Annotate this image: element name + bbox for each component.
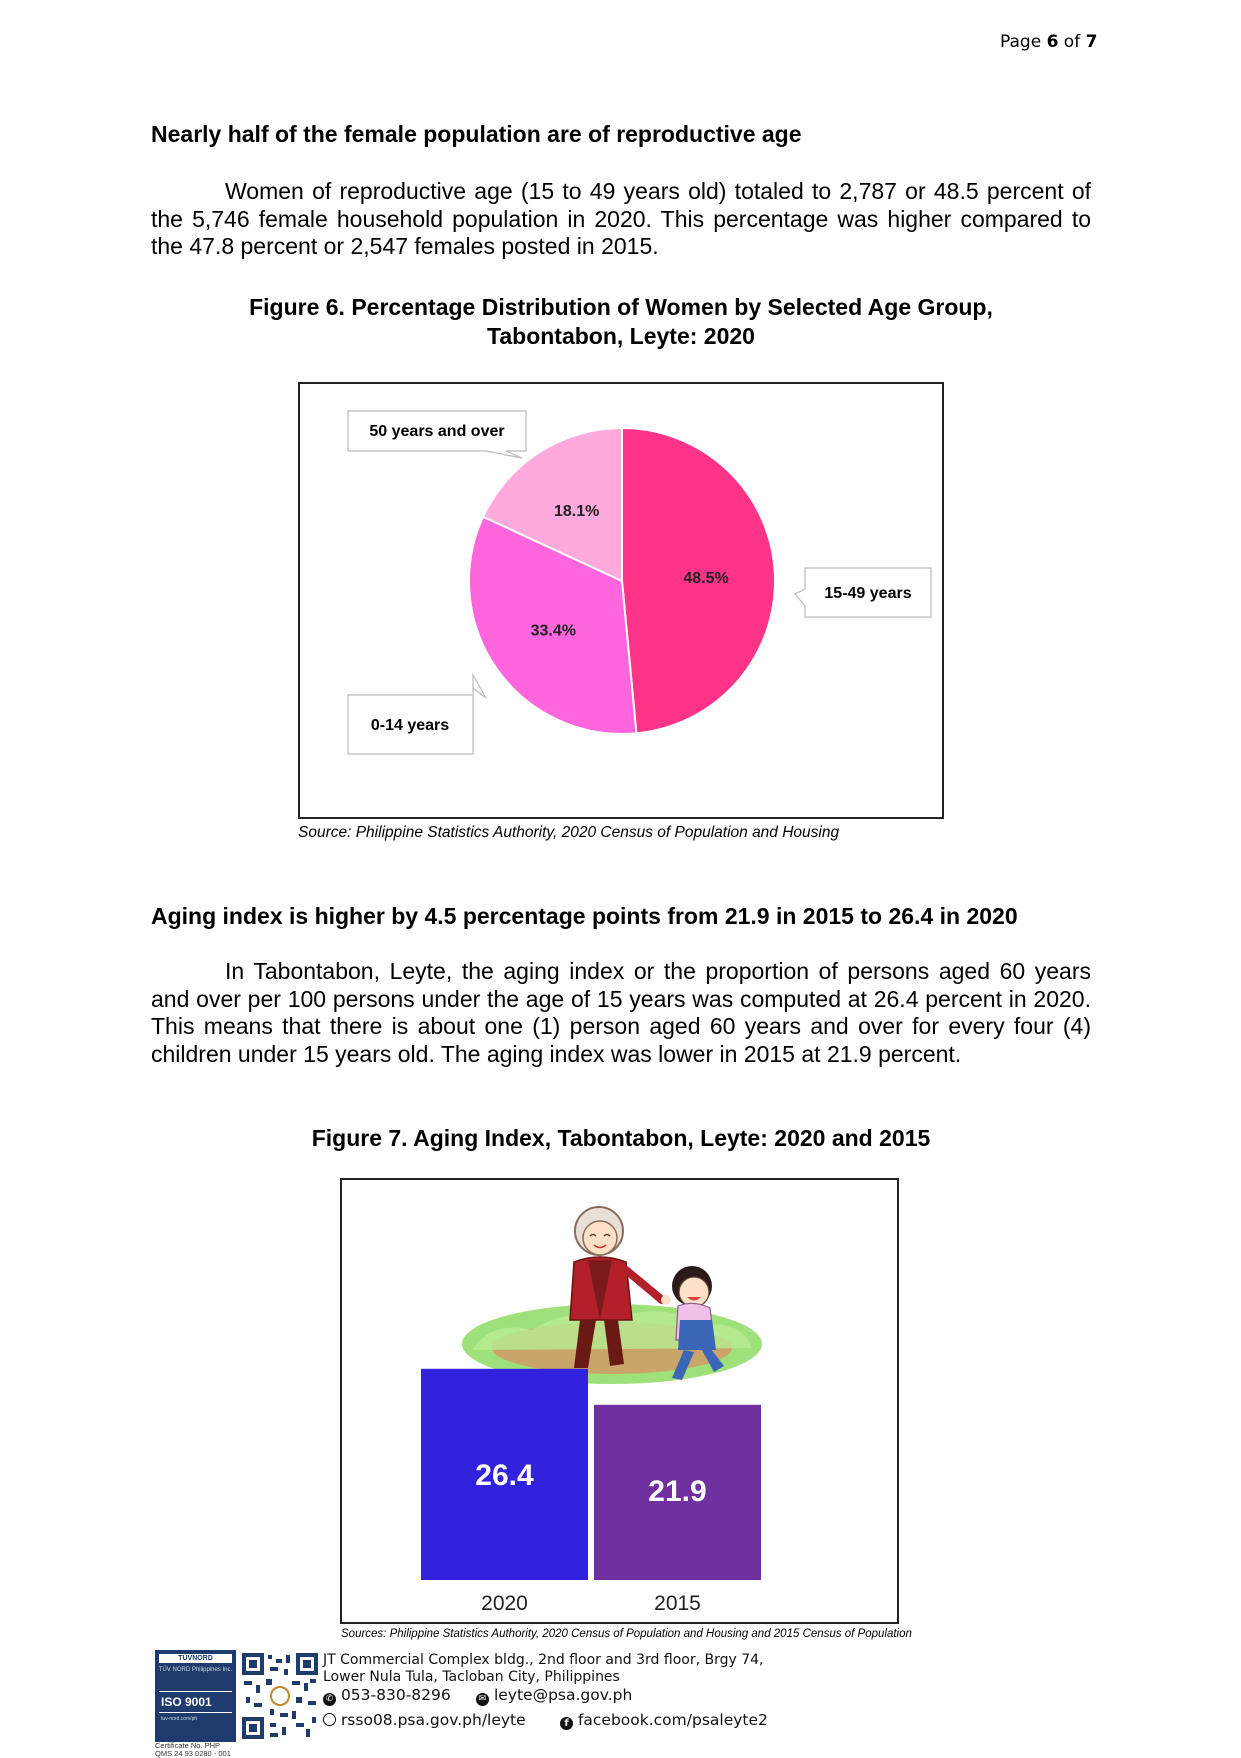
email-link[interactable]: leyte@psa.gov.ph [493,1686,633,1704]
email-icon: ✉ [476,1693,489,1706]
cert-number [155,1742,231,1758]
page-total: 7 [1085,32,1098,52]
cert-iso: ISO 9001 [159,1691,232,1713]
callout-0-14 [348,675,486,754]
globe-icon [323,1713,336,1726]
cert-small: tuv-nord.com/ph [161,1716,198,1722]
footer-address [323,1652,764,1686]
bar-chart [342,1180,897,1622]
page-number [1000,32,1097,52]
section2-heading: Aging index is higher by 4.5 percentage points from 21.9 in 2015 to 26.4 in 2020 [151,903,1018,929]
phone-icon: ✆ [323,1693,336,1706]
figure6-source: Source: Philippine Statistics Authority, 2020 Census of Population and Housing [298,824,840,841]
figure6-title-line1: Figure 6. Percentage Distribution of Women by Selected Age Group, [249,294,993,320]
section1-heading: Nearly half of the female population are of reproductive age [151,121,802,147]
address-line2: Lower Nula Tula, Tacloban City, Philippines [323,1669,620,1685]
section2-paragraph [151,958,1091,1068]
pie-chart [300,384,942,817]
section1-paragraph-text: Women of reproductive age (15 to 49 years old) totaled to 2,787 or 48.5 percent of the 5,746 female household population in 2020. This percentage was higher compared to the 47.8 percent or 2,547 females posted in 2015. [151,178,1091,259]
footer-website [323,1711,526,1729]
pie-value-label: 33.4% [530,622,576,640]
footer-phone [323,1686,451,1706]
callout-15-49-label: 15-49 years [824,585,912,602]
bar-value-label: 21.9 [648,1475,707,1509]
address-line1: JT Commercial Complex bldg., 2nd floor and 3rd floor, Brgy 74, [323,1652,764,1668]
figure6-title-line2: Tabontabon, Leyte: 2020 [487,323,755,349]
qr-code-icon [240,1651,320,1741]
page-current: 6 [1046,32,1059,52]
pie-value-label: 18.1% [553,503,600,521]
page-sep: of [1058,32,1086,52]
figure6-title [151,293,1091,351]
section1-paragraph [151,178,1091,261]
bar-category-label: 2015 [654,1592,701,1615]
certification-badge [155,1650,236,1742]
cert-number-line1: Certificate No. PHP [155,1741,221,1750]
website-link[interactable]: rsso08.psa.gov.ph/leyte [340,1711,526,1729]
figure7-chart-box [340,1178,899,1624]
figure7-title: Figure 7. Aging Index, Tabontabon, Leyte: 2020 and 2015 [311,1125,931,1151]
facebook-link[interactable]: facebook.com/psaleyte2 [577,1711,768,1729]
section2-paragraph-text: In Tabontabon, Leyte, the aging index or the proportion of persons aged 60 years and over per 100 persons under the age of 15 years was computed at 26.4 percent in 2020. This means that there is about one (1) person aged 60 years and over for every four (4) children under 15 years old. The aging index was lower in 2015 at 21.9 percent. [151,958,1091,1067]
cert-brand: TÜVNORD [159,1654,232,1663]
pie-value-label: 48.5% [683,570,729,588]
bar-category-label: 2020 [481,1592,528,1615]
cert-sub: TÜV NORD Philippines Inc. [158,1667,233,1673]
footer-email [476,1686,632,1706]
callout-0-14-label: 0-14 years [370,717,450,734]
cert-number-line2: QMS 24 93 0280 - 001 [155,1749,231,1758]
phone-number: 053-830-8296 [340,1686,451,1704]
facebook-icon: f [560,1717,573,1730]
callout-50-over-label: 50 years and over [369,423,505,440]
footer-facebook [560,1711,768,1730]
bar-value-label: 26.4 [475,1458,534,1492]
figure7-source: Sources: Philippine Statistics Authority, 2020 Census of Population and Housing and 2015 Census of Population [341,1628,912,1640]
grandmother-child-illustration [462,1207,762,1384]
figure6-chart-box [298,382,944,819]
page-prefix: Page [1000,32,1047,52]
